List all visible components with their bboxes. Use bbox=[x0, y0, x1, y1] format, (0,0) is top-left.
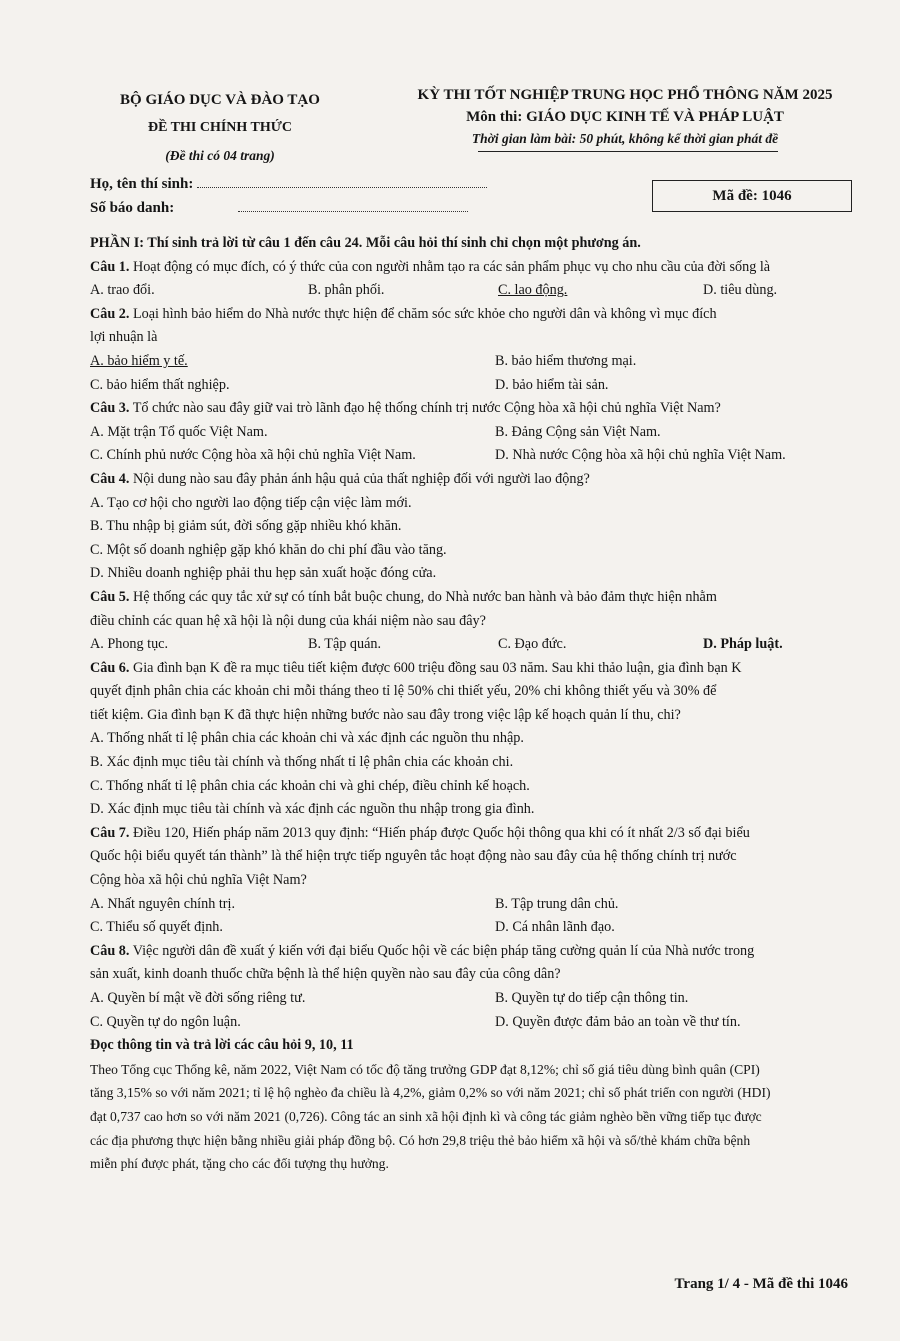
reading-line-5: miễn phí được phát, tặng cho các đối tượng thụ hưởng. bbox=[90, 1156, 389, 1172]
reading-line-2: tăng 3,15% so với năm 2021; tỉ lệ hộ nghèo đa chiều là 4,2%, giảm 0,2% so với năm 2021; chỉ số phát triển con người (HDI) bbox=[90, 1085, 771, 1101]
official-exam-label: ĐỀ THI CHÍNH THỨC bbox=[147, 120, 293, 135]
q8-number: Câu 8. bbox=[90, 942, 130, 959]
q7-stem-line3: Cộng hòa xã hội chủ nghĩa Việt Nam? bbox=[90, 872, 307, 889]
q1-number: Câu 1. bbox=[90, 258, 130, 275]
q5-option-b: B. Tập quán. bbox=[308, 636, 382, 653]
q6-stem-line2: quyết định phân chia các khoản chi mỗi tháng theo tỉ lệ 50% chi thiết yếu, 20% chi không thiết yếu và 30% để bbox=[90, 683, 717, 700]
q8-option-a: A. Quyền bí mật về đời sống riêng tư. bbox=[90, 990, 306, 1006]
q4-stem-text: Nội dung nào sau đây phản ánh hậu quả của thất nghiệp đối với người lao động? bbox=[129, 470, 590, 487]
q6-option-c: C. Thống nhất tỉ lệ phân chia các khoản chi và ghi chép, điều chỉnh kế hoạch. bbox=[90, 777, 530, 794]
q8-stem-text: Việc người dân đề xuất ý kiến với đại biểu Quốc hội về các biện pháp tăng cường quản lí của Nhà nước trong bbox=[129, 942, 755, 959]
time-note-underline bbox=[478, 151, 778, 152]
q4-number: Câu 4. bbox=[90, 470, 130, 487]
q8-stem-line2: sản xuất, kinh doanh thuốc chữa bệnh là thể hiện quyền nào sau đây của công dân? bbox=[90, 966, 561, 983]
header-left bbox=[90, 86, 350, 170]
q1-option-b: B. phân phối. bbox=[308, 282, 385, 299]
header-right bbox=[380, 84, 870, 150]
q2-stem bbox=[90, 303, 852, 327]
q2-number: Câu 2. bbox=[90, 305, 130, 322]
q7-options-row2 bbox=[90, 916, 852, 940]
q3-options-row2 bbox=[90, 444, 852, 468]
q5-number: Câu 5. bbox=[90, 588, 130, 605]
q5-option-c: C. Đạo đức. bbox=[498, 636, 567, 653]
pages-note: (Đề thi có 04 trang) bbox=[165, 148, 275, 163]
q4-stem bbox=[90, 468, 852, 492]
candidate-id-label: Số báo danh: bbox=[90, 200, 175, 216]
q2-option-a: A. bảo hiểm y tế. bbox=[90, 352, 188, 369]
candidate-id-field bbox=[238, 211, 468, 212]
q2-options-row1 bbox=[90, 350, 852, 374]
q3-options-row1 bbox=[90, 421, 852, 445]
q6-number: Câu 6. bbox=[90, 659, 130, 676]
q8-option-b: B. Quyền tự do tiếp cận thông tin. bbox=[495, 990, 689, 1006]
q3-stem bbox=[90, 397, 852, 421]
exam-title: KỲ THI TỐT NGHIỆP TRUNG HỌC PHỔ THÔNG NĂM 2025 bbox=[417, 87, 833, 103]
q7-option-b: B. Tập trung dân chủ. bbox=[495, 895, 619, 912]
q7-option-c: C. Thiểu số quyết định. bbox=[90, 919, 223, 936]
candidate-id-row bbox=[90, 200, 468, 217]
q1-stem-text: Hoạt động có mục đích, có ý thức của con người nhằm tạo ra các sản phẩm phục vụ cho nhu cầu của đời sống là bbox=[129, 258, 771, 275]
ministry-name: BỘ GIÁO DỤC VÀ ĐÀO TẠO bbox=[120, 92, 320, 108]
q4-option-d: D. Nhiều doanh nghiệp phải thu hẹp sản xuất hoặc đóng cửa. bbox=[90, 565, 437, 582]
page-footer: Trang 1/ 4 - Mã đề thi 1046 bbox=[674, 1276, 848, 1292]
q3-option-c: C. Chính phủ nước Cộng hòa xã hội chủ nghĩa Việt Nam. bbox=[90, 447, 416, 464]
q7-options-row1 bbox=[90, 893, 852, 917]
q6-stem bbox=[90, 657, 852, 681]
candidate-name-row bbox=[90, 176, 487, 193]
candidate-name-field bbox=[197, 187, 487, 188]
q3-option-a: A. Mặt trận Tổ quốc Việt Nam. bbox=[90, 423, 268, 440]
q7-stem-line2: Quốc hội biểu quyết tán thành” là thể hiện trực tiếp nguyên tắc hoạt động nào sau đây của hệ thống chính trị nước bbox=[90, 848, 737, 865]
q7-option-d: D. Cá nhân lãnh đạo. bbox=[495, 919, 615, 936]
q4-option-c: C. Một số doanh nghiệp gặp khó khăn do chi phí đầu vào tăng. bbox=[90, 541, 447, 558]
q5-option-a: A. Phong tục. bbox=[90, 636, 169, 653]
q1-option-d: D. tiêu dùng. bbox=[703, 282, 778, 299]
q6-stem-line3: tiết kiệm. Gia đình bạn K đã thực hiện những bước nào sau đây trong việc lập kế hoạch quản lí thu, chi? bbox=[90, 706, 681, 723]
q5-option-d: D. Pháp luật. bbox=[703, 636, 783, 653]
q3-stem-text: Tổ chức nào sau đây giữ vai trò lãnh đạo hệ thống chính trị nước Cộng hòa xã hội chủ nghĩa Việt Nam? bbox=[129, 400, 721, 417]
q7-stem-text: Điều 120, Hiến pháp năm 2013 quy định: “Hiến pháp được Quốc hội thông qua khi có ít nhất 2/3 số đại biểu bbox=[129, 824, 750, 841]
q6-option-b: B. Xác định mục tiêu tài chính và thống nhất tỉ lệ phân chia các khoản chi. bbox=[90, 754, 514, 771]
q5-stem-text: Hệ thống các quy tắc xử sự có tính bắt buộc chung, do Nhà nước ban hành và bảo đảm thực hiện nhằm bbox=[129, 588, 717, 605]
time-note: Thời gian làm bài: 50 phút, không kể thời gian phát đề bbox=[471, 131, 779, 146]
q8-options-row1 bbox=[90, 987, 852, 1011]
reading-line-3: đạt 0,737 cao hơn so với năm 2021 (0,726). Công tác an sinh xã hội định kì và công tác giảm nghèo bền vững tiếp tục được bbox=[90, 1108, 762, 1124]
q5-options bbox=[90, 633, 852, 657]
q8-options-row2 bbox=[90, 1011, 852, 1035]
exam-code-box: Mã đề: 1046 bbox=[652, 180, 852, 212]
q2-stem-line2: lợi nhuận là bbox=[90, 329, 158, 346]
q3-option-b: B. Đảng Cộng sản Việt Nam. bbox=[495, 423, 661, 440]
reading-line-4: các địa phương thực hiện bằng nhiều giải pháp đồng bộ. Có hơn 29,8 triệu thẻ bảo hiểm xã hội và sổ/thẻ khám chữa bệnh bbox=[90, 1132, 751, 1148]
reading-title: Đọc thông tin và trả lời các câu hỏi 9, 10, 11 bbox=[90, 1037, 354, 1054]
q4-option-a: A. Tạo cơ hội cho người lao động tiếp cận việc làm mới. bbox=[90, 494, 412, 511]
part1-intro bbox=[90, 232, 852, 256]
q5-stem bbox=[90, 586, 852, 610]
q8-stem bbox=[90, 940, 852, 964]
q1-stem bbox=[90, 256, 852, 280]
q2-stem-text: Loại hình bảo hiểm do Nhà nước thực hiện để chăm sóc sức khỏe cho người dân và không vì mục đích bbox=[129, 305, 717, 322]
reading-line-1: Theo Tổng cục Thống kê, năm 2022, Việt Nam có tốc độ tăng trưởng GDP đạt 8,12%; chỉ số giá tiêu dùng bình quân (CPI) bbox=[90, 1061, 760, 1077]
q2-option-b: B. bảo hiểm thương mại. bbox=[495, 352, 637, 369]
q6-option-d: D. Xác định mục tiêu tài chính và xác định các nguồn thu nhập trong gia đình. bbox=[90, 801, 535, 818]
q8-option-c: C. Quyền tự do ngôn luận. bbox=[90, 1013, 241, 1030]
q3-option-d: D. Nhà nước Cộng hòa xã hội chủ nghĩa Việt Nam. bbox=[495, 447, 786, 464]
q5-stem-line2: điều chỉnh các quan hệ xã hội là nội dung của khái niệm nào sau đây? bbox=[90, 612, 486, 629]
q1-option-c: C. lao động. bbox=[498, 282, 568, 299]
q2-option-c: C. bảo hiểm thất nghiệp. bbox=[90, 376, 230, 393]
q2-option-d: D. bảo hiểm tài sản. bbox=[495, 376, 609, 393]
q6-stem-text: Gia đình bạn K đề ra mục tiêu tiết kiệm được 600 triệu đồng sau 03 năm. Sau khi thảo luận, gia đình bạn K bbox=[129, 659, 742, 676]
part1-label: PHẦN I: bbox=[90, 235, 144, 251]
subject-title: Môn thi: GIÁO DỤC KINH TẾ VÀ PHÁP LUẬT bbox=[466, 109, 784, 125]
q8-option-d: D. Quyền được đảm bảo an toàn về thư tín. bbox=[495, 1013, 741, 1030]
exam-content bbox=[90, 232, 852, 1176]
q2-options-row2 bbox=[90, 374, 852, 398]
q1-options bbox=[90, 279, 852, 303]
q7-stem bbox=[90, 822, 852, 846]
part1-text: Thí sinh trả lời từ câu 1 đến câu 24. Mỗi câu hỏi thí sinh chỉ chọn một phương án. bbox=[144, 235, 641, 251]
q6-option-a: A. Thống nhất tỉ lệ phân chia các khoản chi và xác định các nguồn thu nhập. bbox=[90, 730, 524, 747]
q7-option-a: A. Nhất nguyên chính trị. bbox=[90, 895, 235, 912]
q1-option-a: A. trao đổi. bbox=[90, 282, 155, 299]
q3-number: Câu 3. bbox=[90, 400, 130, 417]
q4-option-b: B. Thu nhập bị giảm sút, đời sống gặp nhiều khó khăn. bbox=[90, 518, 402, 535]
candidate-name-label: Họ, tên thí sinh: bbox=[90, 176, 194, 192]
q7-number: Câu 7. bbox=[90, 824, 130, 841]
